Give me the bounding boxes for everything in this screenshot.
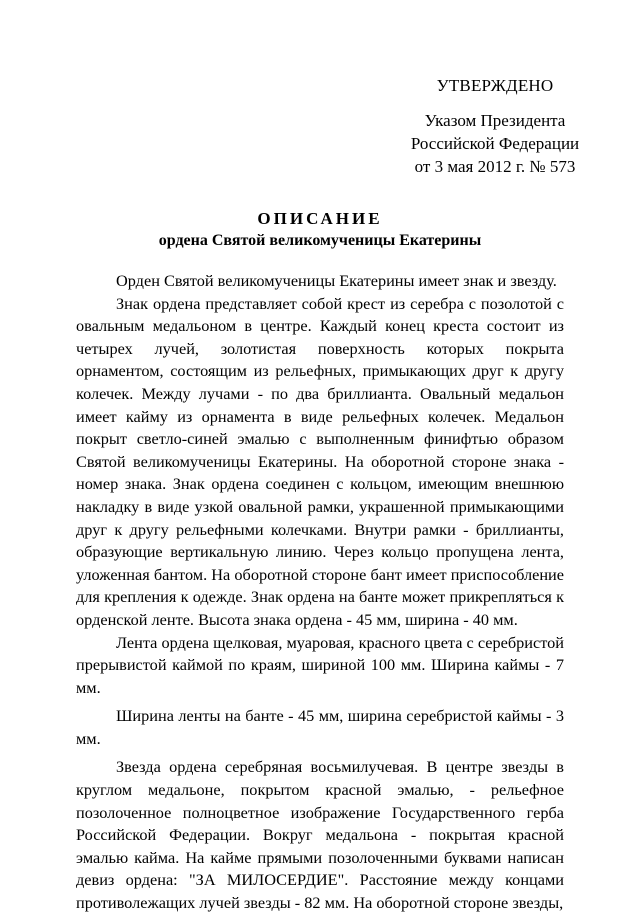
- document-title: ОПИСАНИЕ: [257, 209, 383, 228]
- paragraph-badge: Знак ордена представляет собой крест из серебра с позолотой с овальным медальоном в центре. Каждый конец креста состоит из четырех лучей, золотистая поверхность которых покрыта орнаментом, состоящим из рельефных, примыкающих друг к другу колечек. Между лучами - по два бриллианта. Овальный медальон имеет кайму из орнамента в виде рельефных колечек. Медальон покрыт светло-синей эмалью с выполненным финифтью образом Святой великомученицы Екатерины. На оборотной стороне знака - номер знака. Знак ордена соединен с кольцом, имеющим внешнюю накладку в виде узкой овальной рамки, украшенной примыкающими друг к другу рельефными колечками. Внутри рамки - бриллианты, образующие вертикальную линию. Через кольцо пропущена лента, уложенная бантом. На оборотной стороне бант имеет приспособление для крепления к одежде. Знак ордена на банте может прикрепляться к орденской ленте. Высота знака ордена - 45 мм, ширина - 40 мм.: [76, 293, 564, 629]
- approved-label: УТВЕРЖДЕНО: [436, 76, 554, 95]
- paragraph-bow-ribbon: Ширина ленты на банте - 45 мм, ширина серебристой каймы - 3 мм.: [76, 706, 564, 748]
- paragraph-star: Звезда ордена серебряная восьмилучевая. В центре звезды в круглом медальоне, покрытом красной эмалью, - рельефное позолоченное полноцветное изображение Государственного герба Российской Федерации. Вокруг медальона - покрытая красной эмалью кайма. На кайме прямыми позолоченными буквами написан девиз ордена: "ЗА МИЛОСЕРДИЕ". Расстояние между концами противолежащих лучей звезды - 82 мм. На оборотной стороне звезды,: [76, 757, 564, 913]
- decree-line-2: Российской Федерации: [410, 134, 580, 153]
- decree-line-1: Указом Президента: [424, 111, 566, 130]
- decree-line-3: от 3 мая 2012 г. № 573: [414, 157, 576, 176]
- title-block: [80, 208, 560, 252]
- paragraph-intro: Орден Святой великомученицы Екатерины имеет знак и звезду.: [116, 271, 557, 290]
- document-subtitle: ордена Святой великомученицы Екатерины: [158, 232, 482, 249]
- approval-stamp: [380, 74, 610, 178]
- document-body: [76, 270, 564, 915]
- paragraph-ribbon: Лента ордена щелковая, муаровая, красного цвета с серебристой прерывистой каймой по краям, шириной 100 мм. Ширина каймы - 7 мм.: [76, 632, 564, 697]
